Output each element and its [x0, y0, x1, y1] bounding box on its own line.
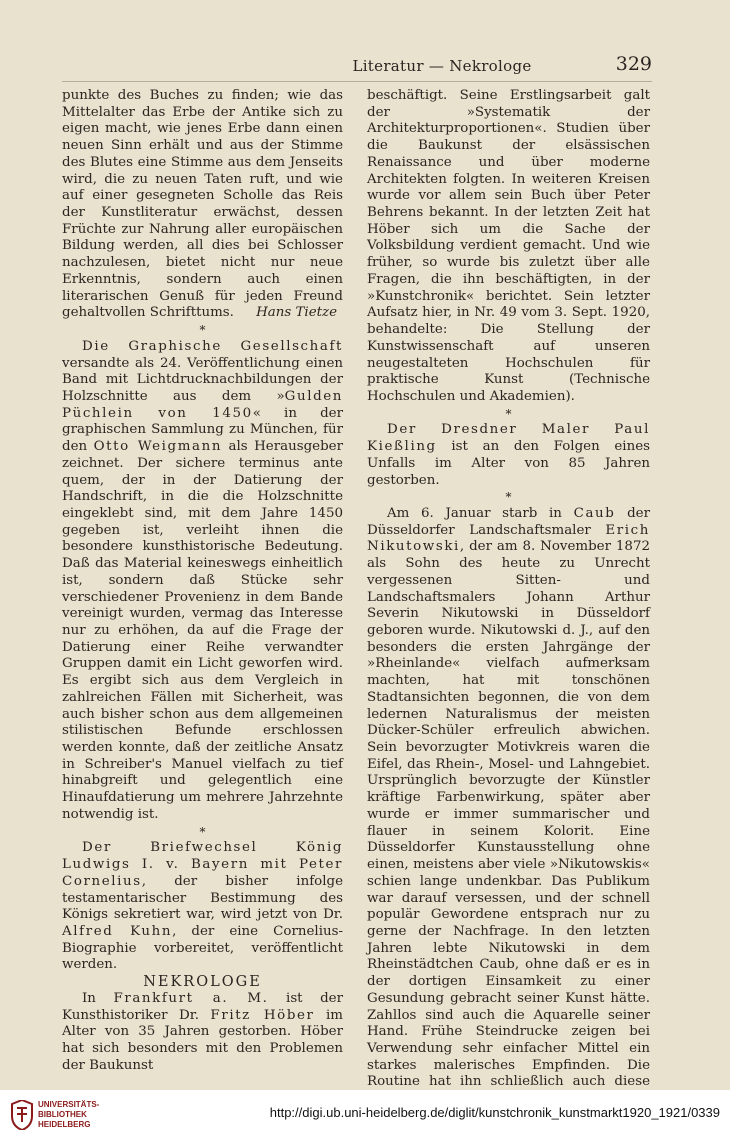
spaced-text: Alfred Kuhn — [62, 923, 173, 939]
logo-line: HEIDELBERG — [38, 1120, 91, 1129]
logo-line: UNIVERSITÄTS- — [38, 1100, 100, 1109]
spaced-text: Gulden Püchlein von 1450 — [62, 388, 343, 421]
paragraph-text: versandte als 24. Veröffentlichung einen Band mit Lichtdrucknachbildungen der Holzschnitte aus dem » — [62, 355, 343, 404]
section-title: NEKROLOGE — [143, 974, 262, 991]
spaced-text: Otto Weigmann — [93, 439, 223, 455]
section-separator: * — [199, 824, 206, 839]
spaced-text: Caub — [573, 505, 616, 521]
spaced-text: Frankfurt a. M. — [113, 990, 269, 1006]
paragraph — [62, 840, 343, 974]
section-separator: * — [199, 323, 206, 338]
paragraph-text: , der am 8. November 1872 als Sohn des heute zu Unrecht vergessenen Sitten- und Landschaftsmalers Johann Arthur Severin Nikutowski in Düsseldorf geboren wurde. Nikutowski d. J., auf den besonders die ersten Jahrgänge der »Rheinlande« vielfach aufmerksam machten, hat mit tonschönen Stadtansichten begonnen, die von dem ledernen Naturalismus der meisten Dücker-Schüler erfreulich abwichen. Sein bevorzugter Motivkreis waren die Eifel, das Rhein-, Mosel- und Lahngebiet. Ursprünglich bevorzugte der Künstler kräftige Farbenwirkung, später aber wurde er immer summarischer und flauer in seinem Kolorit. Eine Düsseldorfer Kunstausstellung ohne einen, meistens aber viele »Nikutowskis« schien lange undenkbar. Das Publikum war darauf versessen, und der schnell populär Gewordene entsprach nur zu gerne der Nachfrage. In den letzten Jahren lebte Nikutowski in dem Rheinstädtchen Caub, ohne daß er es in der dortigen Einsamkeit zu einer Gesundung gebracht seiner Kunst hätte. Zahllos sind auch die Aquarelle seiner Hand. Frühe Steindrucke zeigen bei Verwendung sehr einfacher Mittel ein starkes malerisches Empfinden. Die Routine hat ihn schließlich auch diese — [367, 539, 650, 1090]
running-head: Literatur — Nekrologe — [352, 57, 532, 75]
library-logo[interactable] — [10, 1098, 150, 1132]
paragraph-text: beschäftigt. Seine Erstlingsarbeit galt der »Systematik der Architekturproportionen«. Studien über die Baukunst der elsässischen Renaissance und über moderne Architekten folgten. In weiteren Kreisen wurde vor allem sein Buch über Peter Behrens bekannt. In der letzten Zeit hat Höber sich um die Sache der Volksbildung verdient gemacht. Und wie früher, so wurde bis zuletzt über alle Fragen, die ihn beschäftigten, in der »Kunstchronik« berichtet. Sein letzter Aufsatz hier, in Nr. 49 vom 3. Sept. 1920, behandelte: Die Stellung der Kunstwissenschaft auf unseren neugestalteten Hochschulen für praktische Kunst (Technische Hochschulen und Akademien). — [367, 88, 650, 404]
paragraph — [62, 88, 343, 322]
paragraph-text: punkte des Buches zu finden; wie das Mittelalter das Erbe der Antike sich zu eigen macht, wie jenes Erbe dann einen neuen Sinn erhält und aus der Stimme des Blutes eine Stimme aus dem Jenseits wird, die zu neuen Taten ruft, und wie auf einer gesegneten Scholle das Reis der Kunstliteratur erwächst, dessen Früchte zur Nahrung aller europäischen Bildung werden, all dies bei Schlosser nachzulesen, bietet nicht nur neue Erkenntnis, sondern auch einen literarischen Genuß für jeden Freund gehaltvollen Schrifttums. — [62, 88, 343, 321]
spaced-text: Die Graphische Gesellschaft — [82, 338, 343, 354]
paragraph-text: der Düsseldorfer Landschaftsmaler — [367, 505, 651, 538]
author-signature: Hans Tietze — [256, 305, 337, 321]
spaced-text: Erich Nikutowski — [367, 522, 650, 555]
left-column — [62, 88, 343, 1074]
section-separator: * — [505, 406, 512, 421]
paragraph — [62, 991, 343, 1075]
page-number: 329 — [615, 53, 652, 75]
spaced-text: Der Briefwechsel König Ludwigs I. v. Bayern mit Peter Cornelius — [62, 840, 343, 889]
paragraph-text: im Alter von 35 Jahren gestorben. Höber hat sich besonders mit den Problemen der Baukunst — [62, 1007, 343, 1073]
paragraph — [367, 422, 650, 489]
paragraph-text: Am 6. Januar starb in — [387, 505, 574, 521]
paragraph-text: ist der Kunsthistoriker Dr. — [62, 990, 343, 1023]
spaced-text: Der Dresdner Maler Paul Kießling — [367, 422, 650, 455]
paragraph-text: als Herausgeber zeichnet. Der sichere terminus ante quem, der in der Datierung der Handschrift, in die die Holzschnitte eingeklebt sind, mit dem Jahre 1450 gegeben ist, verleiht ihnen die besondere kunsthistorische Bedeutung. Daß das Material keineswegs einheitlich ist, sondern daß Stücke sehr verschiedener Provenienz in dem Bande vereinigt wurden, vermag das Interesse nur zu erhöhen, da auf die Frage der Datierung einer Reihe verwandter Gruppen damit ein Licht geworfen wird. Es ergibt sich aus dem Vergleich in zahlreichen Fällen mit Sicherheit, was auch bisher schon aus dem allgemeinen stilistischen Befunde erschlossen werden konnte, daß der zeitliche Ansatz in Schreiber's Manuel vielfach zu tief hinabgreift und gelegentlich eine Hinaufdatierung um mehrere Jahrzehnte notwendig ist. — [62, 439, 343, 822]
spaced-text: Fritz Höber — [210, 1007, 315, 1023]
section-separator: * — [505, 490, 512, 505]
library-footer — [0, 1090, 730, 1138]
paragraph — [367, 88, 650, 406]
paragraph — [62, 339, 343, 824]
source-url[interactable]: http://digi.ub.uni-heidelberg.de/diglit/kunstchronik_kunstmarkt1920_1921/0339 — [269, 1105, 720, 1120]
logo-line: BIBLIOTHEK — [38, 1110, 87, 1119]
paragraph-text: , der bisher infolge testamentarischer Bestimmung des Königs sekretiert war, wird jetzt von Dr. — [62, 873, 343, 923]
paragraph — [367, 506, 650, 1108]
library-name — [38, 1100, 99, 1130]
paragraph-text: , der eine Cornelius-Biographie vorbereitet, veröffentlicht werden. — [62, 923, 343, 973]
paragraph-text: ist an den Folgen eines Unfalls im Alter von 85 Jahren gestorben. — [367, 439, 650, 488]
paragraph-text: In — [82, 990, 114, 1006]
page-header — [62, 53, 652, 82]
library-seal-icon — [10, 1100, 34, 1130]
right-column — [367, 88, 650, 1108]
paragraph-text: « in der graphischen Sammlung zu München, für den — [62, 405, 343, 455]
